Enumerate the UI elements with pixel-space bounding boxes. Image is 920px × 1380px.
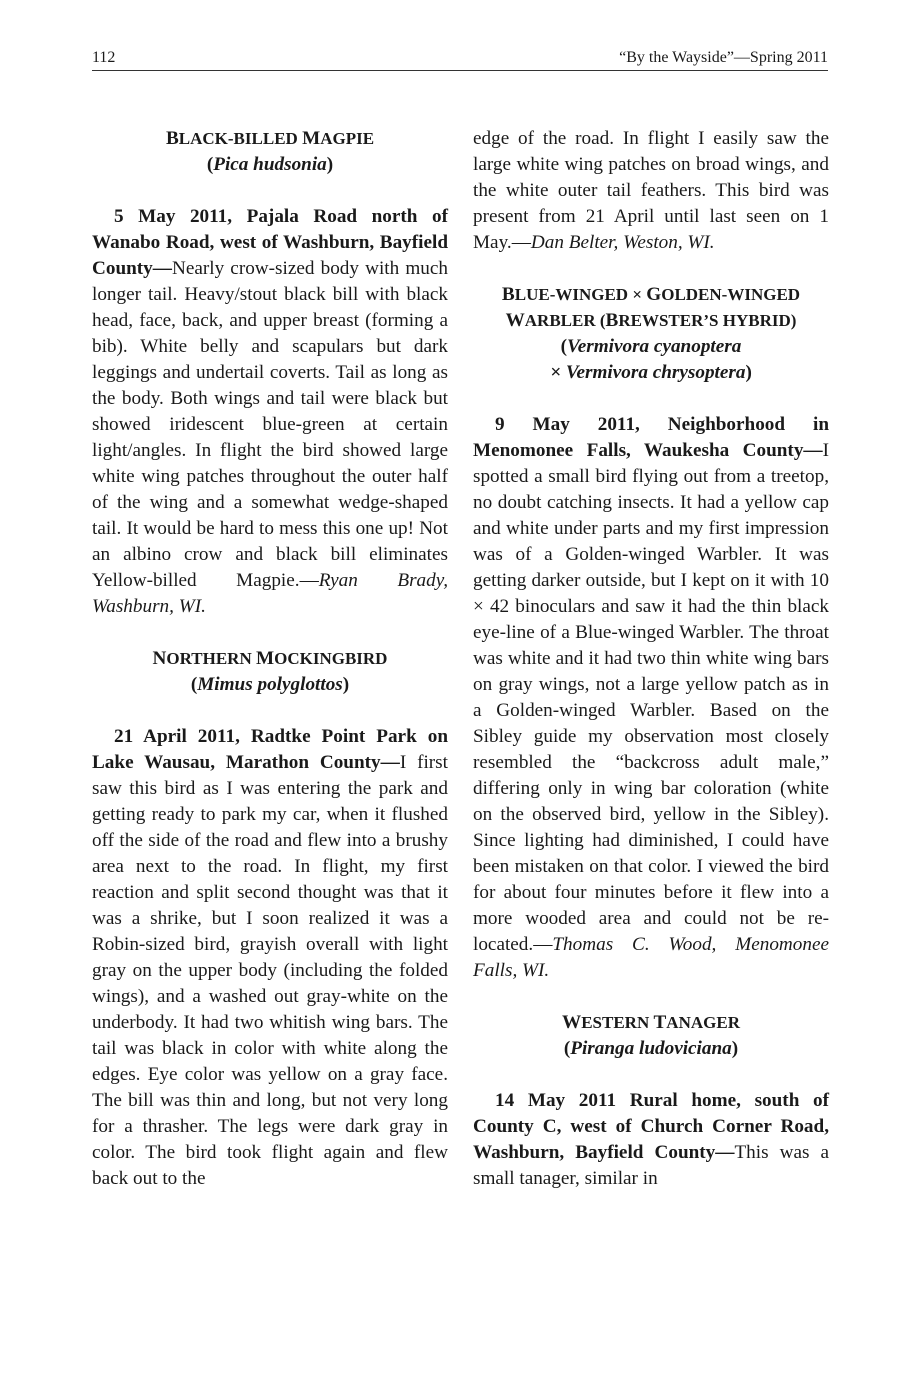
species-heading-mockingbird	[92, 646, 448, 698]
location: 5 May 2011, Pajala Road north of Wanabo Road, west of Washburn, Bayfield County—	[92, 206, 448, 279]
common-name-line-1: BLUE-WINGED × GOLDEN-WINGED	[501, 284, 801, 305]
tanager-account	[473, 1088, 829, 1192]
magpie-account	[92, 204, 448, 620]
location: 14 May 2011 Rural home, south of County C, west of Church Corner Road, Washburn, Bayfield County—	[473, 1090, 829, 1163]
location: 21 April 2011, Radtke Point Park on Lake Wausau, Marathon County—	[92, 726, 448, 773]
mockingbird-account-continued	[473, 126, 829, 256]
common-name: WESTERN TANAGER	[562, 1012, 740, 1033]
species-heading-tanager	[473, 1010, 829, 1062]
account-body: I spotted a small bird flying out from a treetop, no doubt catching insects. It had a yellow cap and white under parts and my first impression was of a Golden-winged Warbler. It was getting darker outside, but I kept on it with 10 × 42 binoculars and saw it had the thin black eye-line of a Blue-winged Warbler. The throat was white and it had two thin white wing bars on gray wings, not a large yellow patch as in a Golden-winged Warbler. Based on the Sibley guide my observation most closely resembled the “backcross adult male,” differing only in wing bar coloration (white on the observed bird, yellow in the Sibley). Since lighting had diminished, I could have been mistaken on that color. I viewed the bird for about four minutes before it flew into a more wooded area and could not be re-located.—	[473, 440, 829, 955]
running-title: “By the Wayside”—Spring 2011	[619, 49, 828, 66]
scientific-name: (Pica hudsonia)	[206, 154, 334, 175]
observer-signature: Thomas C. Wood, Menomonee Falls, WI.	[473, 934, 829, 981]
mockingbird-account	[92, 724, 448, 1192]
observer-signature: Ryan Brady, Washburn, WI.	[92, 570, 448, 617]
species-heading-magpie	[92, 126, 448, 178]
account-body: I first saw this bird as I was entering the park and getting ready to park my car, when it flushed off the side of the road and flew into a brushy area next to the road. In flight, my first reaction and split second thought was that it was a shrike, but I soon realized it was a Robin-sized bird, grayish overall with light gray on the upper body (including the folded wings), and a washed out gray-white on the underbody. It had two whitish wing bars. The tail was black in color with white along the edges. Eye color was yellow on a gray face. The bill was thin and long, but not very long for a thrasher. The legs were dark gray in color. The bird took flight again and flew back out to the	[92, 752, 448, 1189]
left-column	[92, 126, 448, 1192]
account-body: This was a small tanager, similar in	[473, 1142, 829, 1189]
brewsters-account	[473, 412, 829, 984]
common-name: NORTHERN MOCKINGBIRD	[152, 648, 388, 669]
common-name-line-2: WARBLER (BREWSTER’S HYBRID)	[505, 310, 797, 331]
page-number: 112	[92, 49, 116, 66]
scientific-name-line-2: × Vermivora chrysoptera)	[550, 362, 752, 383]
account-body: edge of the road. In flight I easily saw the large white wing patches on broad wings, and the white outer tail feathers. This bird was present from 21 April until last seen on 1 May.—	[473, 128, 829, 253]
observer-signature: Dan Belter, Weston, WI.	[530, 232, 715, 253]
scientific-name-line-1: (Vermivora cyanoptera	[560, 336, 742, 357]
common-name: BLACK-BILLED MAGPIE	[165, 128, 375, 149]
species-heading-brewsters-hybrid	[473, 282, 829, 386]
scientific-name: (Mimus polyglottos)	[190, 674, 350, 695]
account-body: Nearly crow-sized body with much longer tail. Heavy/stout black bill with black head, face, back, and upper breast (forming a bib). White belly and scapulars but dark leggings and undertail coverts. Tail as long as the body. Both wings and tail were black but showed iridescent blue-green at certain light/angles. In flight the bird showed large white wing patches throughout the outer half of the wing and a somewhat wedge-shaped tail. It would be hard to mess this one up! Not an albino crow and black bill eliminates Yellow-billed Magpie.—	[92, 258, 448, 591]
right-column	[473, 126, 829, 1192]
page-header	[92, 48, 828, 71]
location: 9 May 2011, Neighborhood in Menomonee Falls, Waukesha County—	[473, 414, 829, 461]
scientific-name: (Piranga ludoviciana)	[563, 1038, 739, 1059]
